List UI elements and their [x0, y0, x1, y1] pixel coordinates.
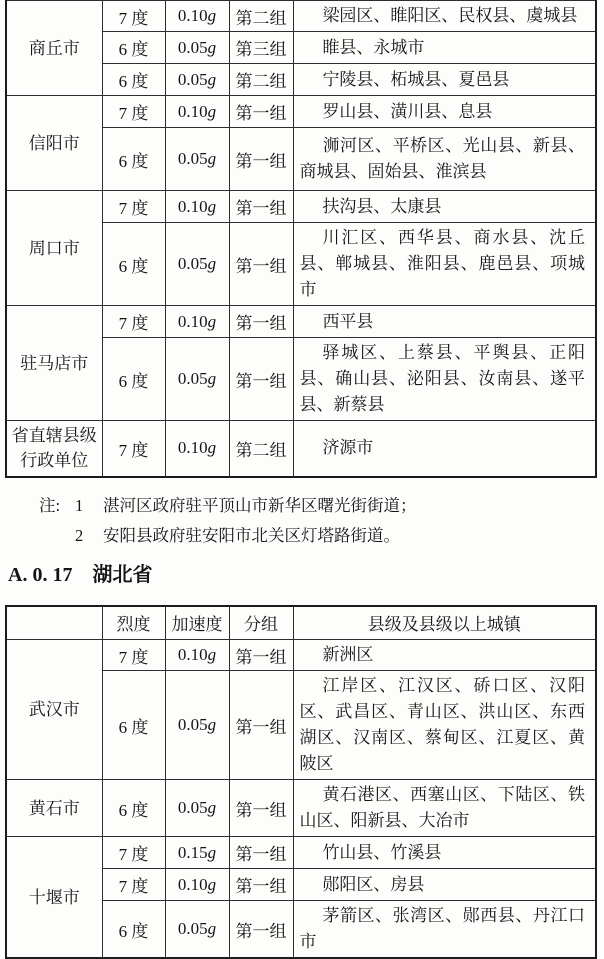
cell-intensity: 6 度	[102, 128, 165, 191]
accel-unit: g	[208, 843, 217, 862]
cell-group: 第一组	[229, 837, 293, 869]
cell-towns: 郧阳区、房县	[293, 869, 596, 901]
cell-intensity: 7 度	[102, 1, 165, 32]
cell-city: 武汉市	[6, 640, 102, 780]
hubei-seismic-table	[5, 605, 597, 959]
accel-unit: g	[208, 254, 217, 273]
cell-group: 第二组	[229, 421, 293, 477]
accel-value: 0.05	[178, 919, 208, 938]
cell-group: 第一组	[229, 306, 293, 338]
cell-group: 第一组	[229, 780, 293, 837]
note-number: 1	[75, 491, 103, 521]
accel-value: 0.05	[178, 715, 208, 734]
accel-value: 0.05	[178, 254, 208, 273]
cell-acceleration	[165, 421, 229, 477]
cell-group: 第三组	[229, 32, 293, 64]
cell-towns: 浉河区、平桥区、光山县、新县、商城县、固始县、淮滨县	[293, 128, 596, 191]
cell-intensity: 6 度	[102, 780, 165, 837]
notes-block	[39, 491, 604, 551]
cell-towns: 睢县、永城市	[293, 32, 596, 64]
cell-intensity: 7 度	[102, 837, 165, 869]
header-cell-towns: 县级及县级以上城镇	[293, 606, 596, 640]
accel-unit: g	[208, 438, 217, 457]
accel-value: 0.05	[178, 798, 208, 817]
cell-acceleration	[165, 338, 229, 421]
cell-acceleration	[165, 640, 229, 671]
cell-towns: 川汇区、西华县、商水县、沈丘县、郸城县、淮阳县、鹿邑县、项城市	[293, 223, 596, 306]
cell-city: 黄石市	[6, 780, 102, 837]
cell-city: 驻马店市	[6, 306, 102, 421]
cell-acceleration	[165, 869, 229, 901]
accel-value: 0.10	[178, 6, 208, 25]
header-cell-accel: 加速度	[165, 606, 229, 640]
cell-towns: 扶沟县、太康县	[293, 191, 596, 223]
cell-group: 第二组	[229, 1, 293, 32]
note-label: 注:	[39, 491, 75, 521]
section-number: A. 0. 17	[8, 564, 72, 586]
accel-value: 0.10	[178, 645, 208, 664]
accel-unit: g	[208, 149, 217, 168]
cell-towns: 黄石港区、西塞山区、下陆区、铁山区、阳新县、大冶市	[293, 780, 596, 837]
accel-unit: g	[208, 875, 217, 894]
cell-city: 周口市	[6, 191, 102, 306]
cell-intensity: 6 度	[102, 223, 165, 306]
table-row	[6, 640, 596, 671]
accel-value: 0.05	[178, 369, 208, 388]
accel-unit: g	[208, 6, 217, 25]
cell-group: 第一组	[229, 338, 293, 421]
cell-group: 第一组	[229, 671, 293, 780]
accel-value: 0.05	[178, 38, 208, 57]
accel-value: 0.10	[178, 875, 208, 894]
table-row	[6, 421, 596, 477]
note-label-spacer	[39, 521, 75, 551]
table-row	[6, 837, 596, 869]
cell-towns: 梁园区、睢阳区、民权县、虞城县	[293, 1, 596, 32]
cell-acceleration	[165, 837, 229, 869]
accel-value: 0.10	[178, 102, 208, 121]
cell-intensity: 6 度	[102, 338, 165, 421]
cell-intensity: 6 度	[102, 32, 165, 64]
cell-acceleration	[165, 671, 229, 780]
accel-value: 0.05	[178, 70, 208, 89]
cell-group: 第一组	[229, 223, 293, 306]
table-row	[6, 191, 596, 223]
accel-unit: g	[208, 38, 217, 57]
header-cell-intensity: 烈度	[102, 606, 165, 640]
cell-acceleration	[165, 64, 229, 96]
cell-acceleration	[165, 96, 229, 128]
accel-unit: g	[208, 645, 217, 664]
accel-value: 0.10	[178, 197, 208, 216]
cell-group: 第一组	[229, 128, 293, 191]
cell-towns: 江岸区、江汉区、硚口区、汉阳区、武昌区、青山区、洪山区、东西湖区、汉南区、蔡甸区、江夏区、黄陂区	[293, 671, 596, 780]
cell-intensity: 7 度	[102, 306, 165, 338]
cell-towns: 竹山县、竹溪县	[293, 837, 596, 869]
cell-intensity: 7 度	[102, 869, 165, 901]
note-number: 2	[75, 521, 103, 551]
cell-acceleration	[165, 32, 229, 64]
note-text: 湛河区政府驻平顶山市新华区曙光街街道；	[103, 491, 604, 521]
accel-value: 0.15	[178, 843, 208, 862]
cell-group: 第二组	[229, 64, 293, 96]
cell-towns: 济源市	[293, 421, 596, 477]
cell-acceleration	[165, 223, 229, 306]
header-row	[6, 606, 596, 640]
accel-unit: g	[208, 919, 217, 938]
cell-towns: 西平县	[293, 306, 596, 338]
table-row	[6, 306, 596, 338]
cell-towns: 茅箭区、张湾区、郧西县、丹江口市	[293, 901, 596, 959]
accel-value: 0.10	[178, 312, 208, 331]
cell-acceleration	[165, 191, 229, 223]
hubei-table-wrap	[0, 605, 604, 959]
header-cell-city	[6, 606, 102, 640]
cell-towns: 宁陵县、柘城县、夏邑县	[293, 64, 596, 96]
cell-group: 第一组	[229, 640, 293, 671]
accel-unit: g	[208, 369, 217, 388]
cell-intensity: 6 度	[102, 901, 165, 959]
note-item	[39, 521, 604, 551]
cell-acceleration	[165, 901, 229, 959]
cell-acceleration	[165, 306, 229, 338]
note-item	[39, 491, 604, 521]
cell-group: 第一组	[229, 96, 293, 128]
cell-towns: 新洲区	[293, 640, 596, 671]
accel-value: 0.10	[178, 438, 208, 457]
cell-towns: 罗山县、潢川县、息县	[293, 96, 596, 128]
cell-city: 十堰市	[6, 837, 102, 959]
accel-value: 0.05	[178, 149, 208, 168]
cell-group: 第一组	[229, 191, 293, 223]
table-row	[6, 1, 596, 32]
cell-group: 第一组	[229, 869, 293, 901]
accel-unit: g	[208, 715, 217, 734]
cell-city: 信阳市	[6, 96, 102, 191]
accel-unit: g	[208, 102, 217, 121]
cell-intensity: 6 度	[102, 671, 165, 780]
accel-unit: g	[208, 312, 217, 331]
cell-intensity: 6 度	[102, 64, 165, 96]
table-row	[6, 780, 596, 837]
cell-intensity: 7 度	[102, 640, 165, 671]
note-text: 安阳县政府驻安阳市北关区灯塔路街道。	[103, 521, 604, 551]
cell-acceleration	[165, 128, 229, 191]
cell-intensity: 7 度	[102, 191, 165, 223]
table-row	[6, 96, 596, 128]
section-heading	[8, 562, 604, 588]
cell-intensity: 7 度	[102, 96, 165, 128]
cell-intensity: 7 度	[102, 421, 165, 477]
henan-seismic-table-continued	[5, 0, 597, 478]
cell-acceleration	[165, 1, 229, 32]
accel-unit: g	[208, 197, 217, 216]
header-cell-group: 分组	[229, 606, 293, 640]
cell-towns: 驿城区、上蔡县、平舆县、正阳县、确山县、泌阳县、汝南县、遂平县、新蔡县	[293, 338, 596, 421]
accel-unit: g	[208, 798, 217, 817]
accel-unit: g	[208, 70, 217, 89]
section-title: 湖北省	[92, 564, 152, 586]
cell-city: 省直辖县级行政单位	[6, 421, 102, 477]
cell-city: 商丘市	[6, 1, 102, 96]
cell-acceleration	[165, 780, 229, 837]
cell-group: 第一组	[229, 901, 293, 959]
